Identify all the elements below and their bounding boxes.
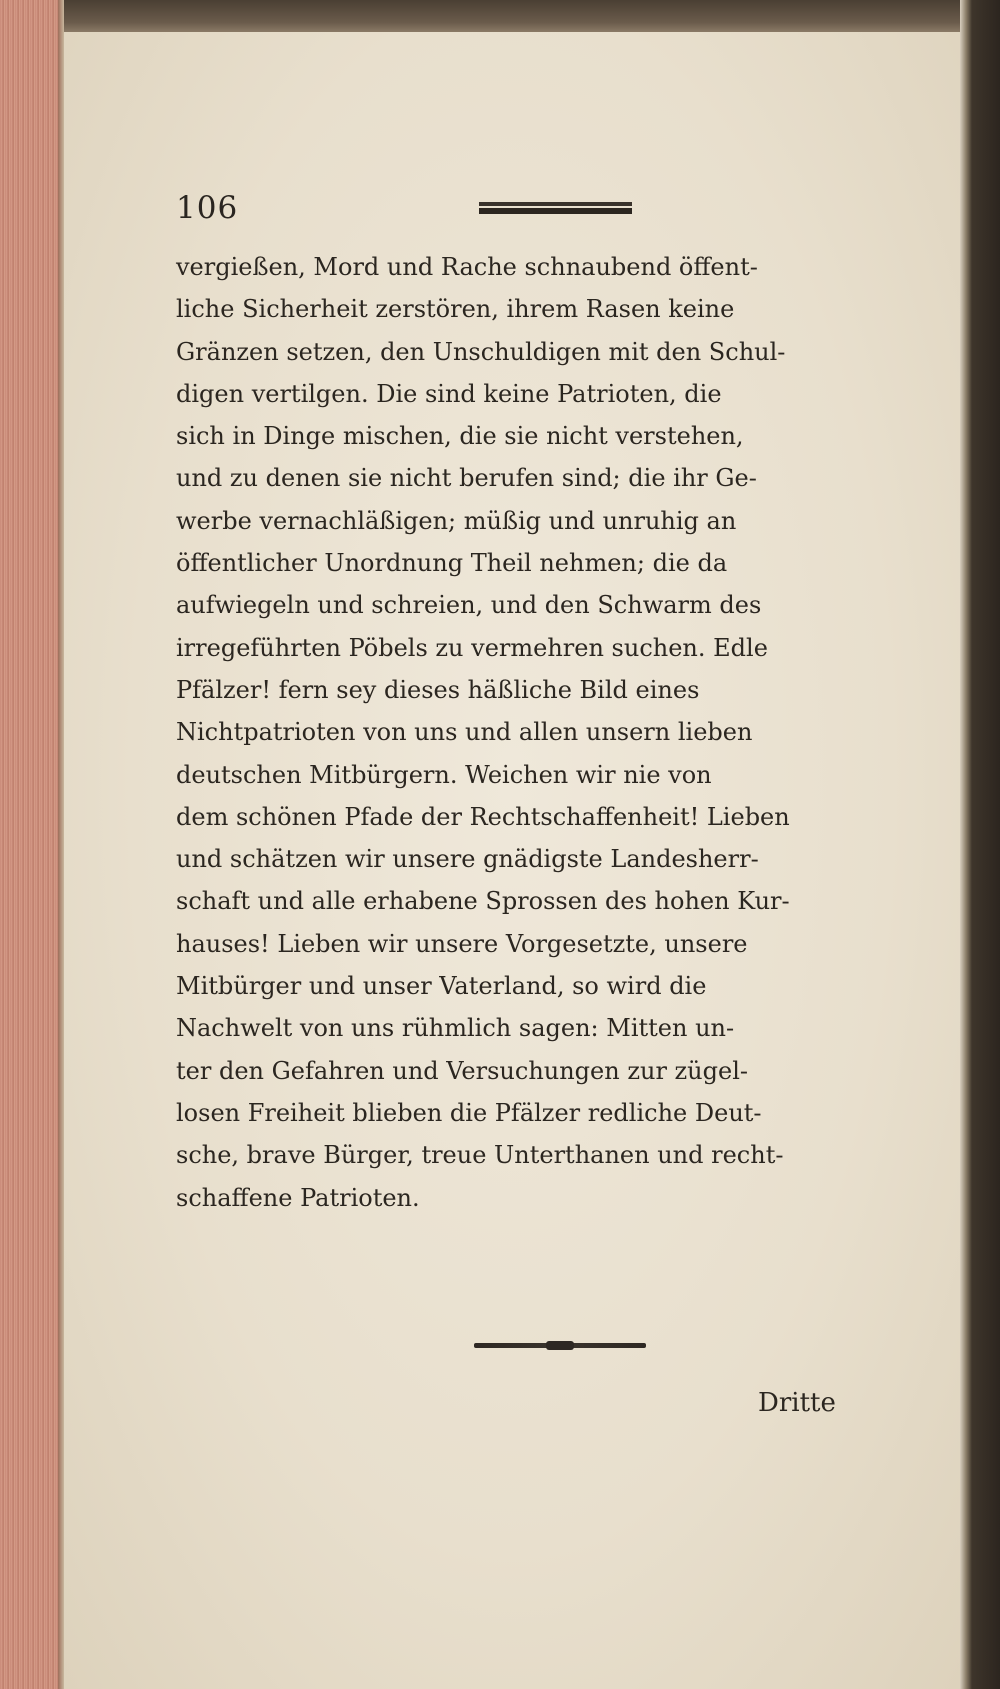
- binding-edge: [960, 0, 1000, 1689]
- footer-rule: [474, 1343, 646, 1348]
- catchword: Dritte: [758, 1388, 836, 1418]
- page-edges: [0, 0, 64, 1689]
- book-cover-edge: [0, 0, 1000, 32]
- header-rule: [479, 202, 632, 214]
- body-text: vergießen, Mord und Rache schnaubend öffent- liche Sicherheit zerstören, ihrem Rasen keine Gränzen setzen, den Unschuldigen mit den Schul- digen vertilgen. Die sind keine Patrioten, die sich in Dinge mischen, die sie nicht verstehen, und zu denen sie nicht berufen sind; die ihr Ge- werbe vernachläßigen; müßig und unruhig an öffentlicher Unordnung Theil nehmen; die da aufwiegeln und schreien, und den Schwarm des irregeführten Pöbels zu vermehren suchen. Edle Pfälzer! fern sey dieses häßliche Bild eines Nichtpatrioten von uns und allen unsern lieben deutschen Mitbürgern. Weichen wir nie von dem schönen Pfade der Rechtschaffenheit! Lieben und schätzen wir unsere gnädigste Landesherr- schaft und alle erhabene Sprossen des hohen Kur- hauses! Lieben wir unsere Vorgesetzte, unsere Mitbürger und unser Vaterland, so wird die Nachwelt von uns rühmlich sagen: Mitten un- ter den Gefahren und Versuchungen zur zügel- losen Freiheit blieben die Pfälzer redliche Deut- sche, brave Bürger, treue Unterthanen und recht- schaffene Patrioten.: [176, 253, 790, 1212]
- page-header: [176, 190, 876, 230]
- page-number: 106: [176, 190, 239, 226]
